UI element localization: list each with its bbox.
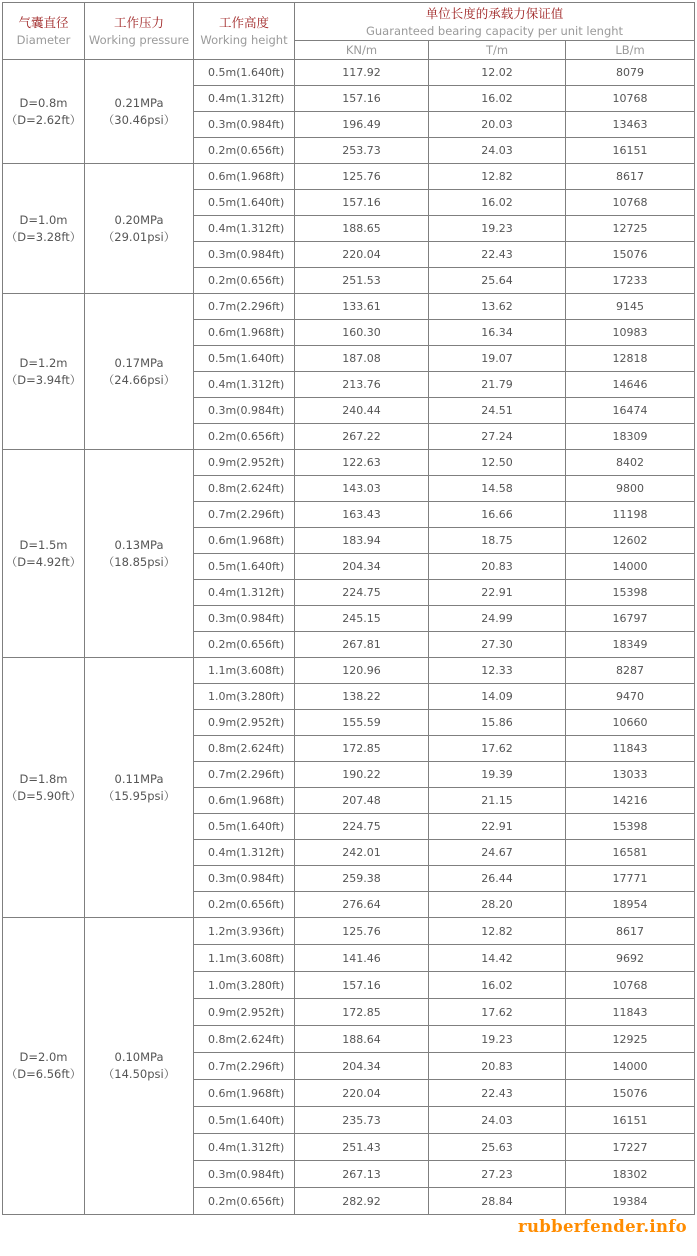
diameter-value: D=1.0m [19,212,68,227]
diameter-ft-value: （D=4.92ft） [5,554,82,569]
kn-value-cell: 242.01 [295,840,429,866]
pressure-value: 0.13MPa [114,537,164,552]
pressure-value: 0.11MPa [114,771,164,786]
kn-value-cell: 224.75 [295,580,429,606]
height-cell: 0.4m(1.312ft) [194,372,295,398]
kn-value-cell: 267.13 [295,1161,429,1188]
lb-value-cell: 17771 [566,866,695,892]
diameter-header [3,3,85,60]
kn-value-cell: 213.76 [295,372,429,398]
lb-value-cell: 17233 [566,268,695,294]
kn-value-cell: 157.16 [295,86,429,112]
height-cell: 0.6m(1.968ft) [194,320,295,346]
pressure-header [85,3,194,60]
t-value-cell: 19.23 [429,216,566,242]
t-value-cell: 24.99 [429,606,566,632]
lb-value-cell: 17227 [566,1134,695,1161]
t-value-cell: 27.30 [429,632,566,658]
kn-value-cell: 157.16 [295,972,429,999]
t-value-cell: 28.84 [429,1188,566,1215]
height-cell: 0.7m(2.296ft) [194,294,295,320]
t-value-cell: 16.02 [429,972,566,999]
lb-value-cell: 16151 [566,138,695,164]
diameter-cell [3,294,85,450]
t-value-cell: 21.15 [429,788,566,814]
t-value-cell: 16.34 [429,320,566,346]
height-cell: 0.6m(1.968ft) [194,164,295,190]
lb-value-cell: 12725 [566,216,695,242]
kn-value-cell: 138.22 [295,684,429,710]
capacity-header-cn: 单位长度的承载力保证值 [425,5,564,21]
kn-value-cell: 259.38 [295,866,429,892]
height-cell: 0.7m(2.296ft) [194,502,295,528]
height-cell: 0.9m(2.952ft) [194,710,295,736]
t-value-cell: 20.03 [429,112,566,138]
lb-value-cell: 14000 [566,554,695,580]
height-cell: 0.3m(0.984ft) [194,1161,295,1188]
height-cell: 0.9m(2.952ft) [194,450,295,476]
lb-value-cell: 12602 [566,528,695,554]
kn-value-cell: 125.76 [295,164,429,190]
height-cell: 1.0m(3.280ft) [194,972,295,999]
kn-value-cell: 125.76 [295,918,429,945]
diameter-cell [3,60,85,164]
height-cell: 0.4m(1.312ft) [194,86,295,112]
kn-value-cell: 157.16 [295,190,429,216]
pressure-value: 0.10MPa [114,1050,164,1064]
t-value-cell: 19.23 [429,1026,566,1053]
lb-value-cell: 8617 [566,918,695,945]
pressure-psi-value: （14.50psi） [102,1067,176,1081]
capacity-header [295,3,695,41]
lb-value-cell: 10660 [566,710,695,736]
lb-value-cell: 16474 [566,398,695,424]
height-cell: 0.3m(0.984ft) [194,866,295,892]
height-cell: 0.5m(1.640ft) [194,814,295,840]
lb-value-cell: 11198 [566,502,695,528]
kn-value-cell: 160.30 [295,320,429,346]
height-cell: 0.5m(1.640ft) [194,60,295,86]
t-value-cell: 27.24 [429,424,566,450]
bearing-capacity-table [2,2,695,1215]
height-cell: 0.2m(0.656ft) [194,1188,295,1215]
lb-value-cell: 8287 [566,658,695,684]
kn-value-cell: 172.85 [295,736,429,762]
t-value-cell: 16.02 [429,190,566,216]
height-cell: 1.1m(3.608ft) [194,945,295,972]
unit-kn-header: KN/m [295,41,429,60]
kn-value-cell: 122.63 [295,450,429,476]
pressure-psi-value: （15.95psi） [102,788,176,803]
diameter-header-cn: 气囊直径 [18,15,69,30]
diameter-ft-value: （D=5.90ft） [5,788,82,803]
height-cell: 0.2m(0.656ft) [194,632,295,658]
diameter-value: D=2.0m [19,1050,68,1064]
lb-value-cell: 15076 [566,242,695,268]
height-cell: 0.6m(1.968ft) [194,788,295,814]
pressure-psi-value: （29.01psi） [102,229,176,244]
table-row [3,450,695,476]
t-value-cell: 24.03 [429,138,566,164]
diameter-ft-value: （D=3.28ft） [5,229,82,244]
kn-value-cell: 120.96 [295,658,429,684]
lb-value-cell: 12818 [566,346,695,372]
t-value-cell: 19.39 [429,762,566,788]
height-cell: 0.2m(0.656ft) [194,268,295,294]
t-value-cell: 22.91 [429,580,566,606]
lb-value-cell: 16151 [566,1107,695,1134]
lb-value-cell: 18954 [566,892,695,918]
kn-value-cell: 267.81 [295,632,429,658]
diameter-cell [3,164,85,294]
t-value-cell: 21.79 [429,372,566,398]
t-value-cell: 19.07 [429,346,566,372]
t-value-cell: 17.62 [429,736,566,762]
pressure-cell [85,450,194,658]
table-header [3,3,695,60]
table-row [3,60,695,86]
kn-value-cell: 207.48 [295,788,429,814]
height-cell: 0.2m(0.656ft) [194,892,295,918]
height-cell: 0.6m(1.968ft) [194,528,295,554]
table-row [3,658,695,684]
pressure-cell [85,60,194,164]
t-value-cell: 14.42 [429,945,566,972]
pressure-cell [85,658,194,918]
diameter-value: D=0.8m [19,95,68,110]
height-cell: 1.0m(3.280ft) [194,684,295,710]
kn-value-cell: 117.92 [295,60,429,86]
kn-value-cell: 188.65 [295,216,429,242]
lb-value-cell: 13463 [566,112,695,138]
t-value-cell: 25.63 [429,1134,566,1161]
height-cell: 0.6m(1.968ft) [194,1080,295,1107]
t-value-cell: 12.50 [429,450,566,476]
t-value-cell: 24.67 [429,840,566,866]
t-value-cell: 26.44 [429,866,566,892]
t-value-cell: 12.82 [429,164,566,190]
pressure-header-en: Working pressure [88,33,190,47]
pressure-header-cn: 工作压力 [113,15,164,30]
height-cell: 0.3m(0.984ft) [194,242,295,268]
height-header-cn: 工作高度 [218,15,269,30]
height-cell: 0.2m(0.656ft) [194,138,295,164]
t-value-cell: 20.83 [429,1053,566,1080]
pressure-value: 0.20MPa [114,212,164,227]
height-cell: 0.4m(1.312ft) [194,580,295,606]
diameter-ft-value: （D=6.56ft） [5,1067,82,1081]
lb-value-cell: 10768 [566,190,695,216]
pressure-cell [85,294,194,450]
lb-value-cell: 9470 [566,684,695,710]
lb-value-cell: 14000 [566,1053,695,1080]
kn-value-cell: 204.34 [295,554,429,580]
height-cell: 0.3m(0.984ft) [194,606,295,632]
kn-value-cell: 251.43 [295,1134,429,1161]
height-cell: 0.5m(1.640ft) [194,190,295,216]
t-value-cell: 12.02 [429,60,566,86]
site-watermark: rubberfender.info [518,1217,687,1236]
height-cell: 0.4m(1.312ft) [194,840,295,866]
pressure-psi-value: （18.85psi） [102,554,176,569]
height-cell: 1.2m(3.936ft) [194,918,295,945]
kn-value-cell: 240.44 [295,398,429,424]
table-body [3,60,695,1215]
unit-lb-header: LB/m [566,41,695,60]
lb-value-cell: 15398 [566,814,695,840]
diameter-value: D=1.8m [19,771,68,786]
t-value-cell: 22.91 [429,814,566,840]
t-value-cell: 17.62 [429,999,566,1026]
kn-value-cell: 245.15 [295,606,429,632]
height-cell: 0.8m(2.624ft) [194,736,295,762]
kn-value-cell: 143.03 [295,476,429,502]
t-value-cell: 25.64 [429,268,566,294]
lb-value-cell: 10983 [566,320,695,346]
lb-value-cell: 11843 [566,999,695,1026]
lb-value-cell: 8402 [566,450,695,476]
kn-value-cell: 172.85 [295,999,429,1026]
kn-value-cell: 251.53 [295,268,429,294]
height-cell: 1.1m(3.608ft) [194,658,295,684]
kn-value-cell: 235.73 [295,1107,429,1134]
t-value-cell: 12.33 [429,658,566,684]
lb-value-cell: 15076 [566,1080,695,1107]
kn-value-cell: 133.61 [295,294,429,320]
lb-value-cell: 9145 [566,294,695,320]
t-value-cell: 18.75 [429,528,566,554]
table-row [3,918,695,945]
diameter-cell [3,658,85,918]
diameter-cell [3,450,85,658]
t-value-cell: 24.51 [429,398,566,424]
table-row [3,164,695,190]
kn-value-cell: 267.22 [295,424,429,450]
lb-value-cell: 14646 [566,372,695,398]
pressure-value: 0.21MPa [114,95,164,110]
height-cell: 0.3m(0.984ft) [194,398,295,424]
pressure-psi-value: （30.46psi） [102,112,176,127]
t-value-cell: 28.20 [429,892,566,918]
diameter-ft-value: （D=2.62ft） [5,112,82,127]
lb-value-cell: 13033 [566,762,695,788]
lb-value-cell: 19384 [566,1188,695,1215]
height-cell: 0.5m(1.640ft) [194,1107,295,1134]
height-header [194,3,295,60]
lb-value-cell: 12925 [566,1026,695,1053]
kn-value-cell: 141.46 [295,945,429,972]
lb-value-cell: 14216 [566,788,695,814]
lb-value-cell: 9692 [566,945,695,972]
t-value-cell: 20.83 [429,554,566,580]
lb-value-cell: 16581 [566,840,695,866]
lb-value-cell: 10768 [566,972,695,999]
kn-value-cell: 163.43 [295,502,429,528]
kn-value-cell: 220.04 [295,242,429,268]
lb-value-cell: 18309 [566,424,695,450]
lb-value-cell: 15398 [566,580,695,606]
height-cell: 0.8m(2.624ft) [194,476,295,502]
kn-value-cell: 183.94 [295,528,429,554]
pressure-psi-value: （24.66psi） [102,372,176,387]
kn-value-cell: 282.92 [295,1188,429,1215]
pressure-cell [85,164,194,294]
kn-value-cell: 224.75 [295,814,429,840]
lb-value-cell: 8079 [566,60,695,86]
height-cell: 0.2m(0.656ft) [194,424,295,450]
diameter-cell [3,918,85,1215]
lb-value-cell: 16797 [566,606,695,632]
kn-value-cell: 188.64 [295,1026,429,1053]
t-value-cell: 15.86 [429,710,566,736]
height-cell: 0.4m(1.312ft) [194,1134,295,1161]
diameter-header-en: Diameter [16,33,71,47]
kn-value-cell: 190.22 [295,762,429,788]
t-value-cell: 14.09 [429,684,566,710]
height-cell: 0.7m(2.296ft) [194,1053,295,1080]
lb-value-cell: 18349 [566,632,695,658]
lb-value-cell: 11843 [566,736,695,762]
kn-value-cell: 253.73 [295,138,429,164]
diameter-value: D=1.2m [19,355,68,370]
kn-value-cell: 196.49 [295,112,429,138]
t-value-cell: 16.02 [429,86,566,112]
height-cell: 0.5m(1.640ft) [194,346,295,372]
kn-value-cell: 155.59 [295,710,429,736]
diameter-ft-value: （D=3.94ft） [5,372,82,387]
height-cell: 0.5m(1.640ft) [194,554,295,580]
unit-t-header: T/m [429,41,566,60]
height-header-en: Working height [200,33,288,47]
height-cell: 0.3m(0.984ft) [194,112,295,138]
kn-value-cell: 220.04 [295,1080,429,1107]
t-value-cell: 22.43 [429,242,566,268]
pressure-cell [85,918,194,1215]
kn-value-cell: 187.08 [295,346,429,372]
kn-value-cell: 276.64 [295,892,429,918]
lb-value-cell: 9800 [566,476,695,502]
height-cell: 0.7m(2.296ft) [194,762,295,788]
table-row [3,294,695,320]
height-cell: 0.4m(1.312ft) [194,216,295,242]
lb-value-cell: 10768 [566,86,695,112]
height-cell: 0.8m(2.624ft) [194,1026,295,1053]
diameter-value: D=1.5m [19,537,68,552]
t-value-cell: 27.23 [429,1161,566,1188]
t-value-cell: 13.62 [429,294,566,320]
kn-value-cell: 204.34 [295,1053,429,1080]
t-value-cell: 24.03 [429,1107,566,1134]
pressure-value: 0.17MPa [114,355,164,370]
t-value-cell: 14.58 [429,476,566,502]
t-value-cell: 16.66 [429,502,566,528]
lb-value-cell: 18302 [566,1161,695,1188]
capacity-header-en: Guaranteed bearing capacity per unit lenght [365,23,624,38]
t-value-cell: 22.43 [429,1080,566,1107]
t-value-cell: 12.82 [429,918,566,945]
height-cell: 0.9m(2.952ft) [194,999,295,1026]
lb-value-cell: 8617 [566,164,695,190]
